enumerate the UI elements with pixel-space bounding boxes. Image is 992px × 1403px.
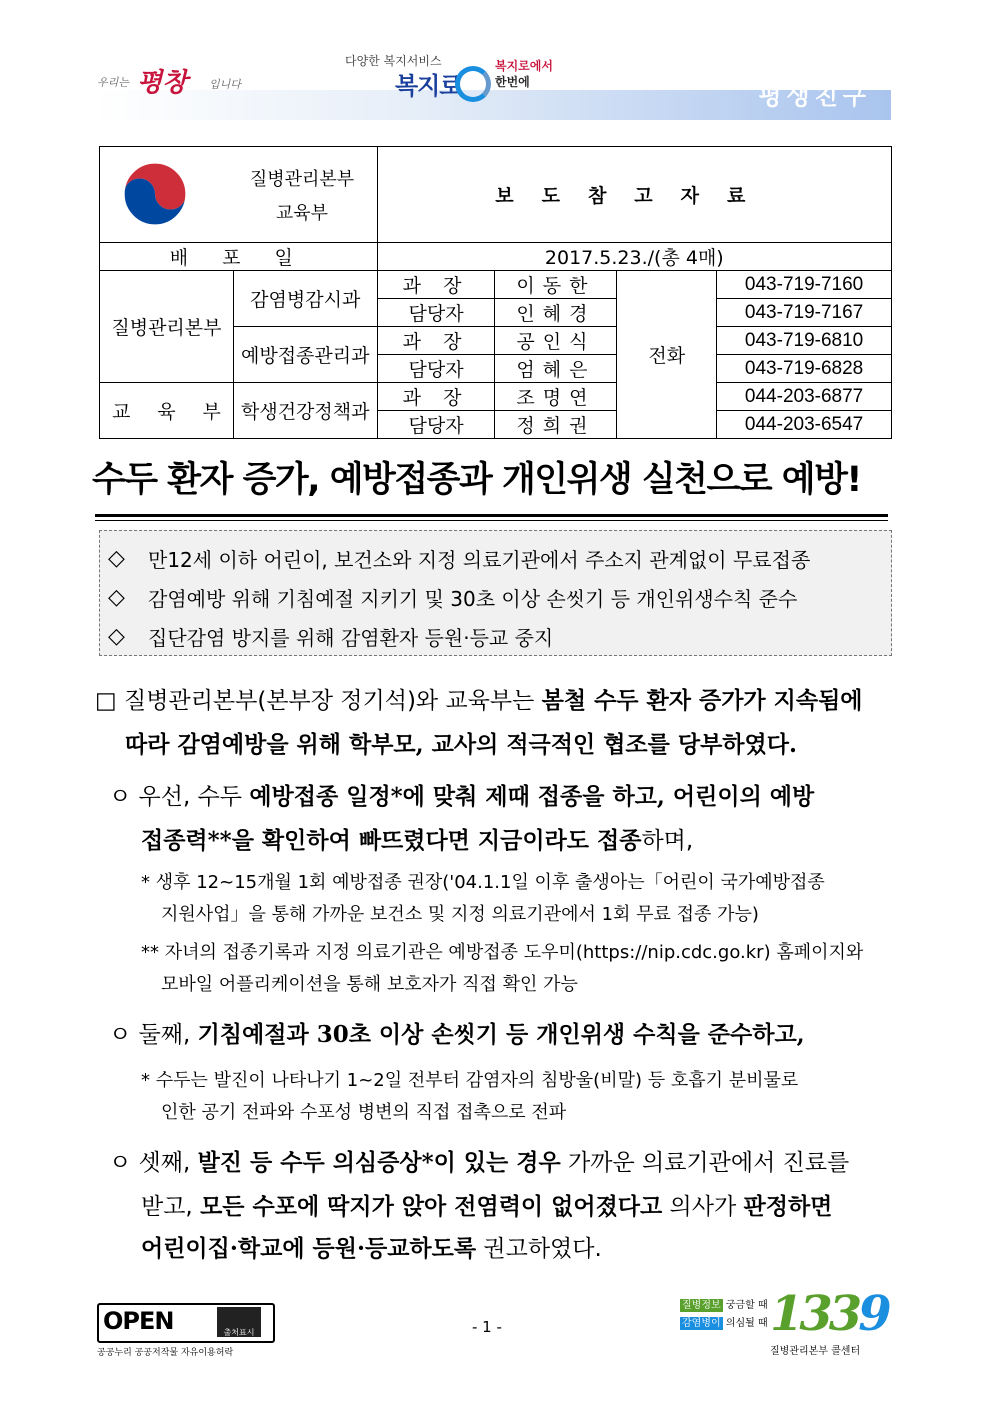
open-caption: 공공누리 공공저작물 자유이용허락 [97,1348,234,1358]
paragraph-2-line-2 [141,822,693,855]
distribution-value: 2017.5.23./(총 4매) [377,243,891,271]
contact-role: 담당자 [377,355,495,383]
bokji-name: 복지로 [395,72,462,100]
note-2-line-2: 모바일 어플리케이션을 통해 보호자가 직접 확인 가능 [161,974,578,995]
diamond-bullet-icon: ◇ [108,585,125,610]
pc-logo-small1: 우리는 [97,76,129,89]
call-number [770,1286,888,1342]
note-2-line-1: ** 자녀의 접종기록과 지정 의료기관은 예방접종 도우미(https://nip.cdc.go.kr) 홈페이지와 [141,942,864,963]
note-1-line-2: 지원사업」을 통해 가까운 보건소 및 지정 의료기관에서 1회 무료 접종 가능) [161,904,759,925]
bokji-tagline: 다양한 복지서비스 [345,54,442,68]
p4-i: 권고하였다. [476,1236,602,1262]
note-1-line-1: * 생후 12~15개월 1회 예방접종 권장('04.1.1일 이후 출생아는「어린이 국가예방접종 [141,872,825,893]
header-banner [95,54,891,120]
distribution-label: 배 포 일 [100,243,378,271]
org1-name: 질병관리본부 [249,169,355,190]
paragraph-1-line-1 [95,682,863,715]
p2-d: 하며, [641,828,694,854]
call-line2-text: 의심될 때 [725,1318,768,1329]
p1-a: □ 질병관리본부(본부장 정기석)와 교육부는 [95,688,542,714]
call-line2-tag: 감염병이 [682,1318,721,1329]
p4-b: 발진 등 수두 의심증상*이 있는 경우 [197,1149,561,1176]
contact-role: 과 장 [377,271,495,299]
bokji-sub [495,58,553,90]
contact-phone: 044-203-6877 [717,383,892,411]
p4-f: 의사가 [662,1194,744,1220]
headline-rule-thin [95,520,888,521]
kogl-open-license [97,1303,275,1358]
headline-rule-thick [95,514,888,517]
department-name: 감염병감시과 [233,271,377,327]
call-line-1 [680,1296,768,1311]
contact-person: 조명연 [495,383,617,411]
p4-c: 가까운 의료기관에서 진료를 [560,1150,850,1176]
org-names [232,163,372,231]
lifelong-friend-label: 평생친구 [758,82,871,110]
contact-role: 과 장 [377,383,495,411]
contact-phone: 043-719-6810 [717,327,892,355]
document-title: 보도참고자료 [377,147,891,243]
contact-person: 공인식 [495,327,617,355]
department-name: 학생건강정책과 [233,383,377,439]
call-caption: 질병관리본부 콜센터 [770,1346,861,1357]
summary-text: 집단감염 방지를 위해 감염환자 등원·등교 중지 [148,626,554,650]
contact-role: 담당자 [377,411,495,439]
bokji-ring-icon [455,66,491,102]
call-line1-text: 궁금할 때 [725,1300,768,1311]
p4-g: 판정하면 [743,1193,833,1220]
attribution-icon [217,1307,261,1337]
p1-b: 봄철 수두 환자 증가가 지속됨에 [541,687,863,714]
paragraph-3 [109,1016,805,1049]
p4-a: ㅇ 셋째, [109,1150,198,1176]
summary-item [108,539,891,578]
diamond-bullet-icon: ◇ [108,546,125,571]
callcenter-1339-logo [680,1286,895,1360]
contact-person: 엄혜은 [495,355,617,383]
org2-name: 교육부 [275,203,329,224]
open-logo: OPEN [103,1307,174,1335]
headline: 수두 환자 증가, 예방접종과 개인위생 실천으로 예방! [92,460,861,500]
p4-d: 받고, [141,1194,201,1220]
contact-person: 이동한 [495,271,617,299]
contact-person: 정희권 [495,411,617,439]
summary-box [99,530,892,656]
attribution-label: 출처표시 [223,1328,255,1337]
call-line-2 [680,1314,768,1329]
contact-phone: 043-719-7160 [717,271,892,299]
summary-text: 감염예방 위해 기침예절 지키기 및 30초 이상 손씻기 등 개인위생수칙 준수 [148,587,798,611]
paragraph-1-line-2: 따라 감염예방을 위해 학부모, 교사의 적극적인 협조를 당부하였다. [125,731,797,758]
bokjiro-logo [345,52,565,102]
contact-person: 인혜경 [495,299,617,327]
page-number: - 1 - [472,1318,502,1336]
contact-role: 과 장 [377,327,495,355]
summary-item [108,617,891,656]
paragraph-4-line-3 [141,1230,602,1263]
department-name: 예방접종관리과 [233,327,377,383]
agency-moe: 교 육 부 [100,383,234,439]
note-3-line-2: 인한 공기 전파와 수포성 병변의 직접 접촉으로 전파 [161,1102,567,1123]
bokji-sub2: 한번에 [495,75,530,89]
taegeuk-emblem-icon [118,157,192,231]
p4-h: 어린이집·학교에 등원·등교하도록 [141,1235,477,1262]
pc-logo-small2: 입니다 [209,78,241,91]
note-3-line-1: * 수두는 발진이 나타나기 1~2일 전부터 감염자의 침방울(비말) 등 호흡기 분비물로 [141,1070,799,1091]
p2-c: 접종력**을 확인하여 빠뜨렸다면 지금이라도 접종 [141,827,642,854]
diamond-bullet-icon: ◇ [108,624,125,649]
p2-a: ㅇ 우선, 수두 [109,784,250,810]
paragraph-2-line-1 [109,778,814,811]
p2-b: 예방접종 일정*에 맞춰 제때 접종을 하고, 어린이의 예방 [249,783,815,810]
call-number-green: 133 [770,1286,859,1342]
phone-label: 전화 [617,271,717,439]
contact-phone: 043-719-7167 [717,299,892,327]
agency-kdca: 질병관리본부 [100,271,234,383]
pyeongchang-logo [97,60,267,100]
contact-phone: 043-719-6828 [717,355,892,383]
summary-item [108,578,891,617]
release-info-table [99,146,892,439]
contact-role: 담당자 [377,299,495,327]
call-line1-tag: 질병정보 [682,1300,721,1311]
bokji-sub1: 복지로에서 [495,59,553,73]
org-header-cell [100,147,378,243]
paragraph-4-line-1 [109,1144,849,1177]
summary-text: 만12세 이하 어린이, 보건소와 지정 의료기관에서 주소지 관계없이 무료접종 [148,548,811,572]
p4-e: 모든 수포에 딱지가 앉아 전염력이 없어졌다고 [200,1193,663,1220]
p3-a: ㅇ 둘째, [109,1022,198,1048]
call-number-blue: 9 [858,1286,888,1342]
contact-phone: 044-203-6547 [717,411,892,439]
paragraph-4-line-2 [141,1188,832,1221]
p3-b: 기침예절과 30초 이상 손씻기 등 개인위생 수칙을 준수하고, [197,1021,805,1048]
pc-logo-big: 평창 [137,68,188,98]
